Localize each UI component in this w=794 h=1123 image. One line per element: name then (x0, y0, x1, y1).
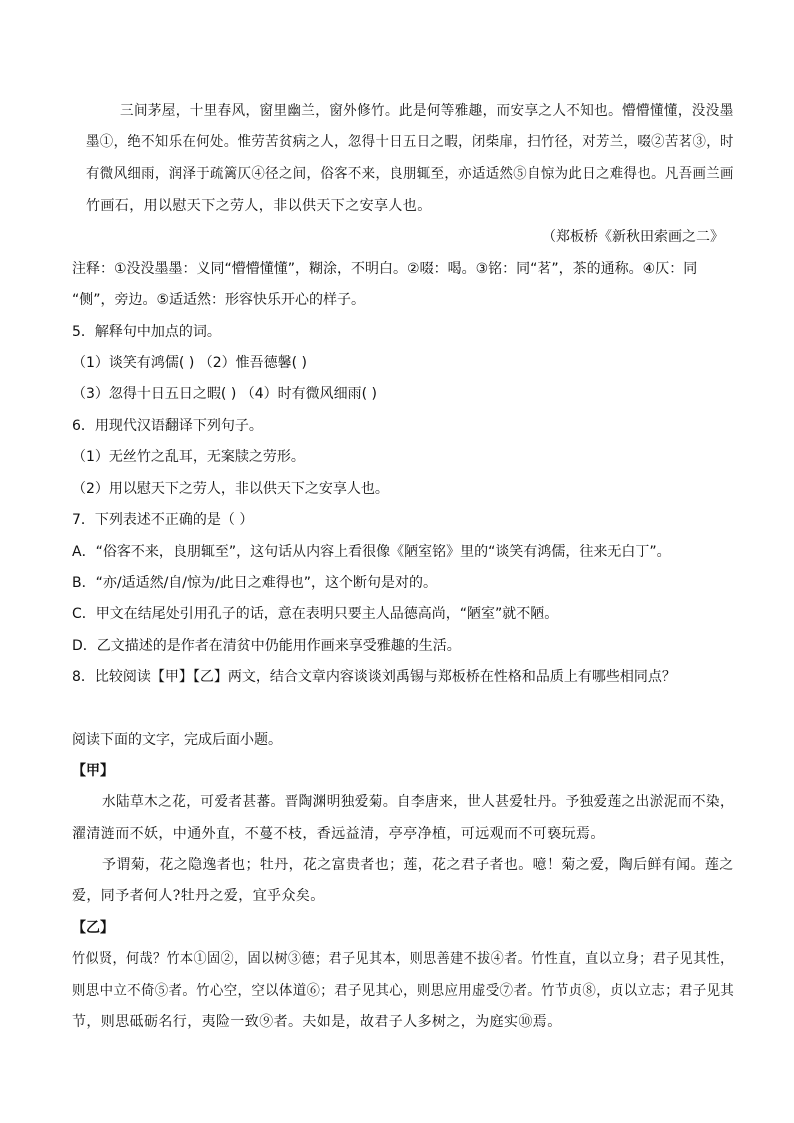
yi-line-3: 节，则思砥砺名行，夷险一致⑨者。夫如是，故君子人多树之，为庭实⑩焉。 (72, 1014, 562, 1030)
note-line-1: 注释：①没没墨墨：义同“懵懵懂懂”，糊涂，不明白。②啜：喝。③铭：同“茗”，茶的通称。④仄：同 (72, 261, 698, 277)
passage1-line-2: 墨①，绝不知乐在何处。惟劳苦贫病之人，忽得十日五日之暇，闭柴扉，扫竹径，对芳兰，啜②苦茗③，时 (86, 134, 734, 150)
question-7-option-a: A．“俗客不来，良朋辄至”，这句话从内容上看很像《陋室铭》里的“谈笑有鸿儒，往来无白丁”。 (72, 544, 671, 560)
question-5: 5．解释句中加点的词。 (72, 324, 221, 340)
passage1-line-4: 竹画石，用以慰天下之劳人，非以供天下之安享人也。 (86, 198, 432, 214)
question-6-item-2: （2）用以慰天下之劳人，非以供天下之安享人也。 (72, 481, 389, 497)
question-7-option-d: D．乙文描述的是作者在清贫中仍能用作画来享受雅趣的生活。 (72, 638, 461, 654)
jia-line-3: 予谓菊，花之隐逸者也；牡丹，花之富贵者也；莲，花之君子者也。噫！菊之爱，陶后鲜有闻。莲之 (102, 857, 734, 873)
passage1-line-3: 有微风细雨，润泽于疏篱仄④径之间，俗客不来，良朋辄至，亦适适然⑤自惊为此日之难得也。凡吾画兰画 (86, 166, 734, 182)
question-5-items-2: （3）忽得十日五日之暇( ) （4）时有微风细雨( ) (72, 386, 378, 402)
section2-jia-label: 【甲】 (72, 763, 114, 779)
yi-line-1: 竹似贤，何哉？竹本①固②，固以树③德；君子见其本，则思善建不拔④者。竹性直，直以立身；君子见其性， (72, 951, 734, 967)
question-6-item-1: （1）无丝竹之乱耳，无案牍之劳形。 (72, 449, 305, 465)
jia-line-4: 爱，同予者何人?牡丹之爱，宜乎众矣。 (72, 888, 325, 904)
note-line-2: “侧”，旁边。⑤适适然：形容快乐开心的样子。 (72, 292, 366, 308)
section2-intro: 阅读下面的文字，完成后面小题。 (72, 732, 282, 748)
jia-line-1: 水陆草木之花，可爱者甚蕃。晋陶渊明独爱菊。自李唐来，世人甚爱牡丹。予独爱莲之出淤泥而不染， (102, 794, 734, 810)
section2-yi-label: 【乙】 (72, 920, 114, 936)
question-8: 8．比较阅读【甲】【乙】两文，结合文章内容谈谈刘禹锡与郑板桥在性格和品质上有哪些相同点？ (72, 669, 676, 685)
passage1-source: （郑板桥《新秋田索画之二》 (542, 229, 724, 245)
question-7: 7．下列表述不正确的是（ ） (72, 512, 254, 528)
yi-line-2: 则思中立不倚⑤者。竹心空，空以体道⑥；君子见其心，则思应用虚受⑦者。竹节贞⑧，贞以立志；君子见其 (72, 983, 735, 999)
jia-line-2: 濯清涟而不妖，中通外直，不蔓不枝，香远益清，亭亭净植，可远观而不可亵玩焉。 (72, 826, 605, 842)
question-5-items-1: （1）谈笑有鸿儒( ) （2）惟吾德馨( ) (72, 355, 308, 371)
question-7-option-c: C．甲文在结尾处引用孔子的话，意在表明只要主人品德高尚，“陋室”就不陋。 (72, 606, 559, 622)
question-6: 6．用现代汉语翻译下列句子。 (72, 418, 263, 434)
question-7-option-b: B．“亦/适适然/自/惊为/此日之难得也”，这个断句是对的。 (72, 575, 437, 591)
passage1-line-1: 三间茅屋，十里春风，窗里幽兰，窗外修竹。此是何等雅趣，而安享之人不知也。懵懵懂懂，没没墨 (120, 103, 734, 119)
